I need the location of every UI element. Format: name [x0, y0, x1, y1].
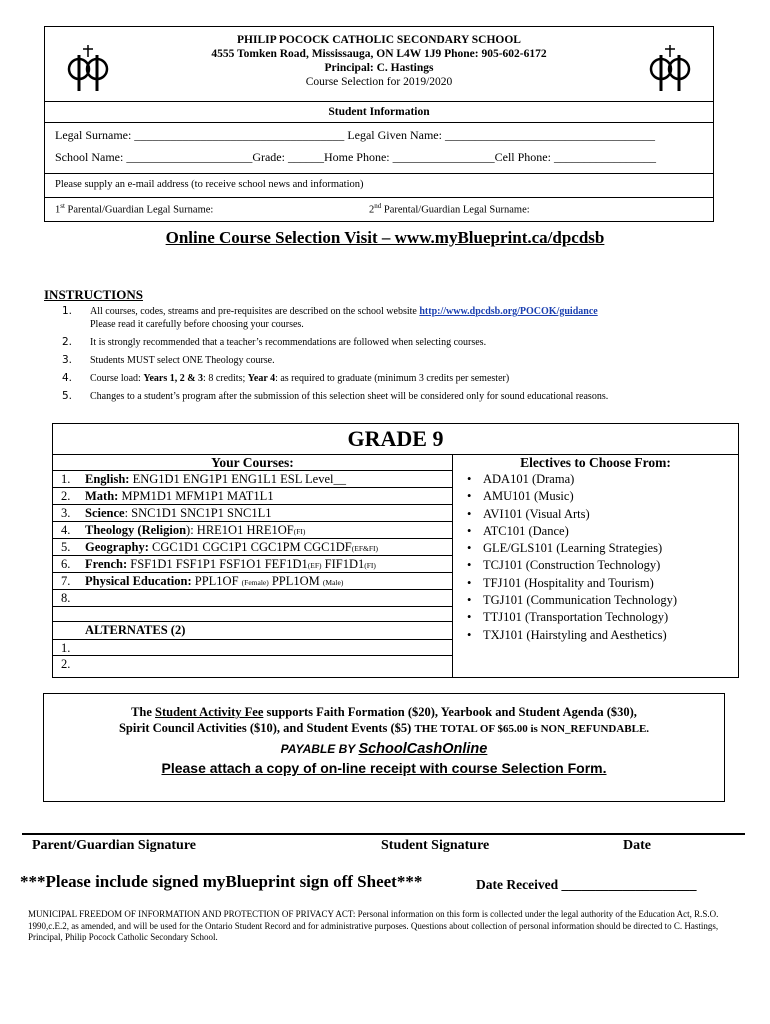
email-box[interactable] [45, 173, 713, 198]
alternate-row[interactable]: 2. [61, 657, 71, 671]
course-row[interactable]: 4. Theology (Religion): HRE1O1 HRE1OF(FI) [53, 522, 452, 539]
instruction-number: 1. [62, 305, 73, 317]
student-activity-fee-box [43, 693, 725, 802]
instruction-text: Please read it carefully before choosing your courses. [90, 319, 304, 330]
legal-surname-field[interactable]: Legal Surname: ___________________________________ [55, 128, 345, 142]
grade-title: GRADE 9 [347, 426, 444, 451]
course-row[interactable]: 7. Physical Education: PPL1OF (Female) PPL1OM (Male) [53, 573, 452, 590]
email-field[interactable]: Please supply an e-mail address (to receive school news and information) [55, 179, 364, 190]
schoolcashonline-link[interactable]: SchoolCashOnline [358, 741, 488, 757]
payable-by: PAYABLE BY SchoolCashOnline [280, 741, 488, 757]
elective-item[interactable]: • TFJ101 (Hospitality and Tourism) [467, 575, 654, 590]
date-received-field[interactable]: Date Received ____________________ [476, 877, 697, 892]
instruction-number: 2. [62, 336, 73, 348]
instruction-number: 3. [62, 354, 73, 366]
elective-item[interactable]: • AVI101 (Visual Arts) [467, 506, 590, 521]
elective-item[interactable]: • ATC101 (Dance) [467, 523, 569, 538]
parent1-label: Parental/Guardian Legal Surname: [67, 204, 214, 216]
elective-item[interactable]: • ADA101 (Drama) [467, 472, 575, 486]
parent2-sup: nd [374, 202, 382, 210]
course-row-spacer [53, 607, 452, 622]
alternates-title: ALTERNATES (2) [85, 623, 186, 637]
instruction-item [62, 305, 752, 331]
grade-9-box [52, 423, 739, 678]
elective-item[interactable]: • GLE/GLS101 (Learning Strategies) [467, 541, 663, 556]
instructions-title: INSTRUCTIONS [44, 287, 143, 302]
online-course-selection-link[interactable]: Online Course Selection Visit – www.myBlueprint.ca/dpcdsb [165, 228, 605, 247]
include-blueprint-note: ***Please include signed myBlueprint sign off Sheet*** [20, 872, 423, 891]
student-signature-label: Student Signature [381, 838, 490, 853]
course-row[interactable]: 1. English: ENG1D1 ENG1P1 ENG1L1 ESL Level__ [53, 471, 452, 488]
elective-item[interactable]: • AMU101 (Music) [467, 489, 574, 504]
elective-item[interactable]: • TGJ101 (Communication Technology) [467, 593, 678, 608]
instruction-number: 5. [62, 390, 73, 402]
legal-name-row[interactable] [55, 128, 703, 143]
parent2-field[interactable] [369, 202, 703, 216]
electives-heading: Electives to Choose From: [520, 455, 671, 470]
principal: Principal: C. Hastings [324, 62, 434, 74]
privacy-notice: MUNICIPAL FREEDOM OF INFORMATION AND PROTECTION OF PRIVACY ACT: Personal information on this form is collected under the legal authority of the Education Act, R.S.O. 1990,c.E.2, as amended, and will be used for the Ontario Student Record and for administrative purposes. Questions about collection of personal information should be directed to C. Hastings, Principal, Philip Pocock Catholic Secondary School. [28, 909, 719, 942]
course-row[interactable]: 3. Science: SNC1D1 SNC1P1 SNC1L1 [53, 505, 452, 522]
student-info-title: Student Information [45, 101, 713, 123]
instruction-text: Course load: Years 1, 2 & 3: 8 credits; Year 4: as required to graduate (minimum 3 credits per semester) [90, 373, 510, 384]
instruction-text: It is strongly recommended that a teacher’s recommendations are followed when selecting courses. [90, 337, 487, 348]
instruction-item [62, 372, 752, 385]
header-box [44, 26, 714, 198]
instruction-text: Changes to a student’s program after the submission of this selection sheet will be considered only for sound educational reasons. [90, 391, 609, 402]
course-row[interactable]: 8. [53, 590, 452, 607]
parent2-label: Parental/Guardian Legal Surname: [383, 204, 530, 216]
fee-line-2: Spirit Council Activities ($10), and Student Events ($5) THE TOTAL OF $65.00 is NON_REFUNDABLE. [118, 721, 650, 735]
school-header [45, 33, 713, 89]
instruction-item [62, 390, 752, 403]
guidance-link[interactable]: http://www.dpcdsb.org/POCOK/guidance [419, 306, 598, 317]
school-address: 4555 Tomken Road, Mississauga, ON L4W 1J9 Phone: 905-602-6172 [211, 48, 547, 60]
school-name: PHILIP POCOCK CATHOLIC SECONDARY SCHOOL [237, 34, 521, 46]
elective-item[interactable]: • TTJ101 (Transportation Technology) [467, 610, 669, 625]
legal-given-name-field[interactable]: Legal Given Name: ___________________________________ [347, 128, 655, 142]
attach-receipt-note: Please attach a copy of on-line receipt with course Selection Form. [161, 760, 607, 776]
instruction-text: All courses, codes, streams and pre-requisites are described on the school website [90, 306, 420, 317]
fee-line-1: The Student Activity Fee supports Faith Formation ($20), Yearbook and Student Agenda ($30), [131, 705, 637, 719]
instruction-item [62, 354, 752, 367]
course-row[interactable]: 6. French: FSF1D1 FSF1P1 FSF1O1 FEF1D1(EF) FIF1D1(FI) [53, 556, 452, 573]
parent-signature-label: Parent/Guardian Signature [32, 838, 197, 853]
course-row[interactable]: 2. Math: MPM1D1 MFM1P1 MAT1L1 [53, 488, 452, 505]
elective-item[interactable]: • TXJ101 (Hairstyling and Aesthetics) [467, 627, 667, 642]
date-label: Date [623, 838, 651, 853]
course-row[interactable]: 5. Geography: CGC1D1 CGC1P1 CGC1PM CGC1DF(EF&FI) [53, 539, 452, 556]
instruction-item [62, 336, 752, 349]
electives-column [453, 454, 738, 677]
instructions-list [62, 305, 752, 408]
parent1-number: 1 [55, 204, 61, 216]
elective-item[interactable]: • TCJ101 (Construction Technology) [467, 558, 661, 573]
signature-line [22, 833, 745, 835]
alternate-row[interactable]: 1. [53, 639, 452, 656]
your-courses-column [53, 454, 453, 677]
parent-guardian-row[interactable] [44, 198, 714, 222]
school-phone-row[interactable]: School Name: _____________________Grade: ______Home Phone: _________________Cell Phone: _________________ [55, 150, 656, 164]
course-selection-year: Course Selection for 2019/2020 [305, 76, 453, 88]
instruction-number: 4. [62, 372, 73, 384]
your-courses-heading: Your Courses: [53, 455, 452, 471]
parent2-number: 2 [369, 204, 375, 216]
parent1-sup: st [60, 202, 65, 210]
instruction-text: Students MUST select ONE Theology course. [90, 355, 275, 366]
